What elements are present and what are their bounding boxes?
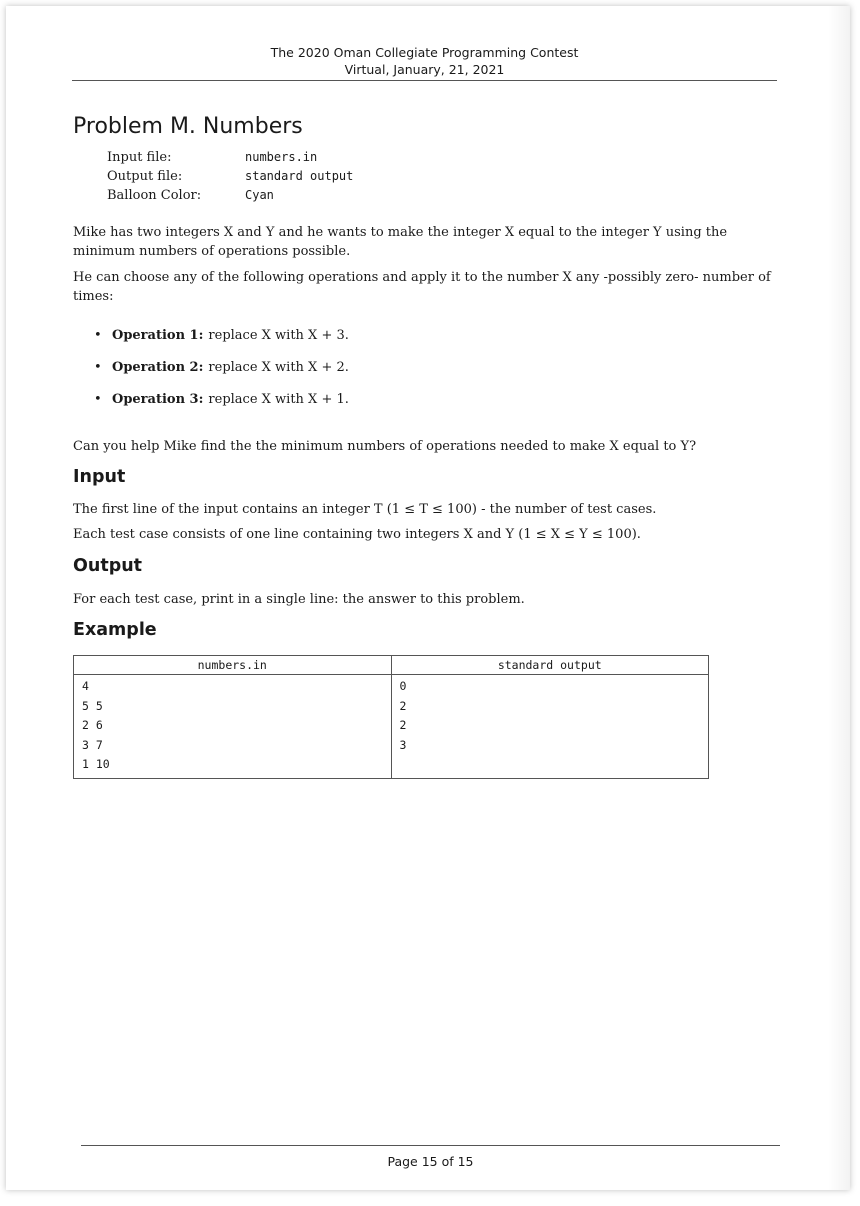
operation-text: replace X with X + 3. [208,328,349,343]
example-heading: Example [73,620,157,640]
example-input-line: 1 10 [82,757,110,771]
operations-list [94,328,349,424]
bullet-icon: • [94,360,102,375]
input-column-header: numbers.in [74,656,392,675]
table-row [74,675,709,779]
input-heading: Input [73,467,126,487]
operation-text: replace X with X + 1. [208,392,349,407]
statement-paragraph-2: He can choose any of the following operations and apply it to the number X any -possibly zero- number of times: [73,270,771,304]
meta-value: Cyan [245,188,274,202]
footer-divider [81,1145,780,1146]
example-input-line: 4 [82,679,89,693]
example-input-line: 5 5 [82,698,103,713]
operation-text: replace X with X + 2. [208,360,349,375]
bullet-icon: • [94,392,102,407]
list-item [94,328,349,360]
meta-output-file [107,167,353,186]
page-number: Page 15 of 15 [387,1154,474,1169]
meta-label: Balloon Color: [107,188,202,203]
output-column-header: standard output [391,656,709,675]
question-paragraph: Can you help Mike find the the minimum numbers of operations needed to make X equal to Y? [73,439,697,454]
problem-meta [107,148,353,205]
example-input-line: 2 6 [82,718,103,732]
operation-name: Operation 3: [112,392,204,407]
list-item [94,360,349,392]
input-line-1: The first line of the input contains an integer T (1 ≤ T ≤ 100) - the number of test cases. [73,502,657,517]
example-table [73,655,709,779]
operation-name: Operation 1: [112,328,204,343]
meta-label: Input file: [107,150,172,165]
statement-paragraph-1: Mike has two integers X and Y and he wants to make the integer X equal to the integer Y using the minimum numbers of operations possible. [73,225,728,259]
list-item [94,392,349,424]
meta-balloon-color [107,186,353,205]
output-line: For each test case, print in a single line: the answer to this problem. [73,592,525,607]
example-output-line: 0 [399,679,407,693]
example-output-line: 2 [399,718,407,732]
input-line-2: Each test case consists of one line containing two integers X and Y (1 ≤ X ≤ Y ≤ 100). [73,527,641,542]
bullet-icon: • [94,328,102,343]
example-output-line: 2 [399,698,407,713]
meta-value: standard output [245,169,354,183]
contest-date: Virtual, January, 21, 2021 [344,62,505,77]
output-heading: Output [73,556,143,576]
operation-name: Operation 2: [112,360,204,375]
page-header [72,44,777,81]
meta-value: numbers.in [245,150,318,164]
document-page [6,6,850,1190]
example-input-line: 3 7 [82,737,103,752]
meta-label: Output file: [107,169,183,184]
table-header-row [74,656,709,675]
meta-input-file [107,148,353,167]
example-output-line: 3 [399,737,407,752]
contest-title: The 2020 Oman Collegiate Programming Contest [270,45,579,60]
example-output-cell [391,675,709,779]
example-input-cell [74,675,392,779]
problem-title: Problem M. Numbers [73,114,303,139]
